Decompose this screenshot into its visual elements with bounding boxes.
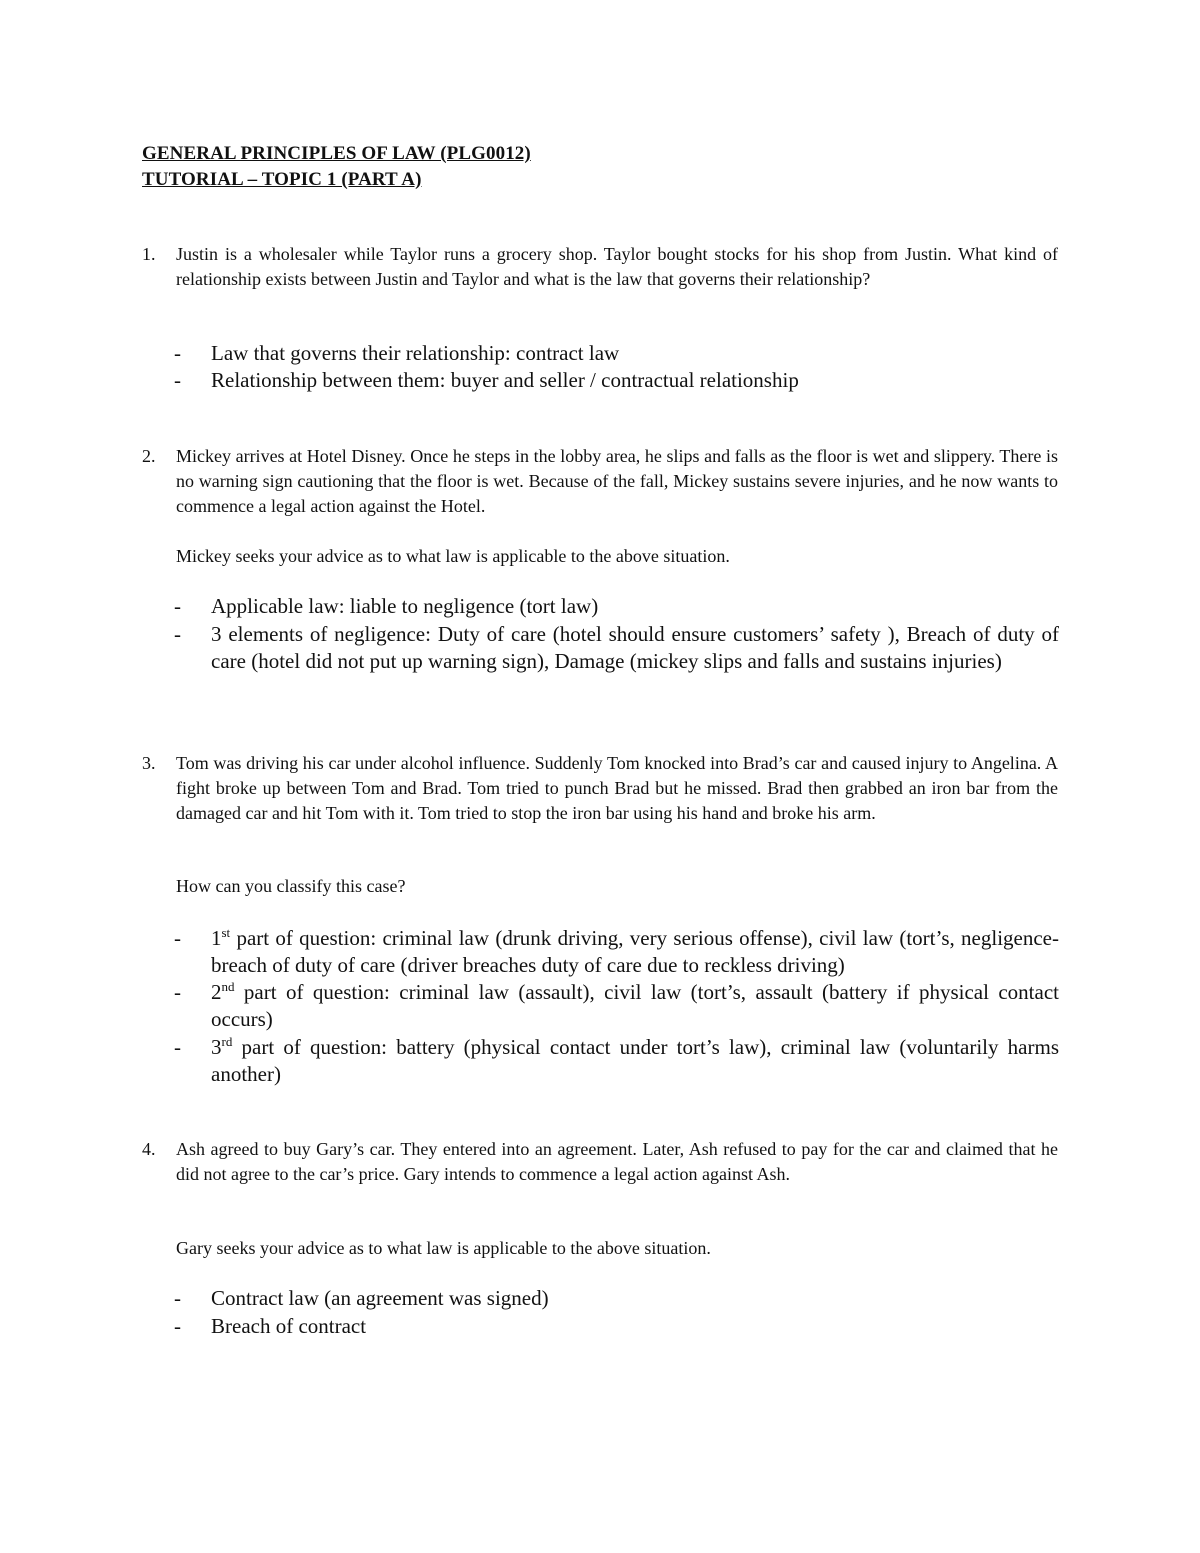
question-prompt: Mickey seeks your advice as to what law is applicable to the above situation.	[176, 546, 730, 566]
answer-text	[211, 979, 1059, 1033]
question-number: 3.	[142, 753, 156, 773]
answer-text: Relationship between them: buyer and seller / contractual relationship	[211, 368, 799, 392]
answer-body: part of question: criminal law (assault), civil law (tort’s, assault (battery if physical contact occurs)	[211, 980, 1059, 1031]
bullet-dash: -	[174, 1035, 181, 1059]
ordinal-suffix: rd	[221, 1034, 233, 1049]
bullet-dash: -	[174, 1286, 181, 1310]
answer-text: Breach of contract	[211, 1314, 367, 1338]
answer-body: part of question: criminal law (drunk driving, very serious offense), civil law (tort’s, negligence- breach of duty of care (driver breaches duty of care due to reckless driving)	[211, 926, 1059, 977]
answer-text: Applicable law: liable to negligence (tort law)	[211, 594, 599, 618]
document-title: GENERAL PRINCIPLES OF LAW (PLG0012)	[142, 143, 531, 164]
bullet-dash: -	[174, 926, 181, 950]
answer-text: Contract law (an agreement was signed)	[211, 1286, 549, 1310]
document-subtitle: TUTORIAL – TOPIC 1 (PART A)	[142, 169, 422, 190]
answer-ordinal: 2	[211, 980, 222, 1004]
question-number: 2.	[142, 446, 156, 466]
bullet-dash: -	[174, 980, 181, 1004]
question-prompt: Gary seeks your advice as to what law is applicable to the above situation.	[176, 1238, 711, 1258]
answer-text	[211, 925, 1059, 979]
bullet-dash: -	[174, 594, 181, 618]
question-number: 4.	[142, 1139, 156, 1159]
question-text: Tom was driving his car under alcohol influence. Suddenly Tom knocked into Brad’s car and caused injury to Angelina. A fight broke up between Tom and Brad. Tom tried to punch Brad but he missed. Brad then grabbed an iron bar from the damaged car and hit Tom with it. Tom tried to stop the iron bar using his hand and broke his arm.	[176, 753, 1058, 823]
question-text: Justin is a wholesaler while Taylor runs a grocery shop. Taylor bought stocks for his shop from Justin. What kind of relationship exists between Justin and Taylor and what is the law that governs their relationship?	[176, 244, 1058, 289]
answer-ordinal: 1	[211, 926, 222, 950]
question-number: 1.	[142, 244, 156, 264]
question-text: Mickey arrives at Hotel Disney. Once he steps in the lobby area, he slips and falls as the floor is wet and slippery. There is no warning sign cautioning that the floor is wet. Because of the fall, Mickey sustains severe injuries, and he now wants to commence a legal action against the Hotel.	[176, 446, 1058, 516]
answer-body: part of question: battery (physical contact under tort’s law), criminal law (voluntarily harms another)	[211, 1035, 1059, 1086]
question-prompt: How can you classify this case?	[176, 876, 406, 896]
bullet-dash: -	[174, 1314, 181, 1338]
answer-text	[211, 1034, 1059, 1088]
ordinal-suffix: st	[221, 925, 231, 940]
bullet-dash: -	[174, 341, 181, 365]
answer-text: 3 elements of negligence: Duty of care (hotel should ensure customers’ safety ), Breach of duty of care (hotel did not put up warning sign), Damage (mickey slips and falls and sustains injuries)	[211, 622, 1059, 673]
ordinal-suffix: nd	[221, 979, 235, 994]
question-text: Ash agreed to buy Gary’s car. They entered into an agreement. Later, Ash refused to pay for the car and claimed that he did not agree to the car’s price. Gary intends to commence a legal action against Ash.	[176, 1139, 1058, 1184]
bullet-dash: -	[174, 368, 181, 392]
bullet-dash: -	[174, 622, 181, 646]
answer-ordinal: 3	[211, 1035, 222, 1059]
answer-text: Law that governs their relationship: contract law	[211, 341, 620, 365]
